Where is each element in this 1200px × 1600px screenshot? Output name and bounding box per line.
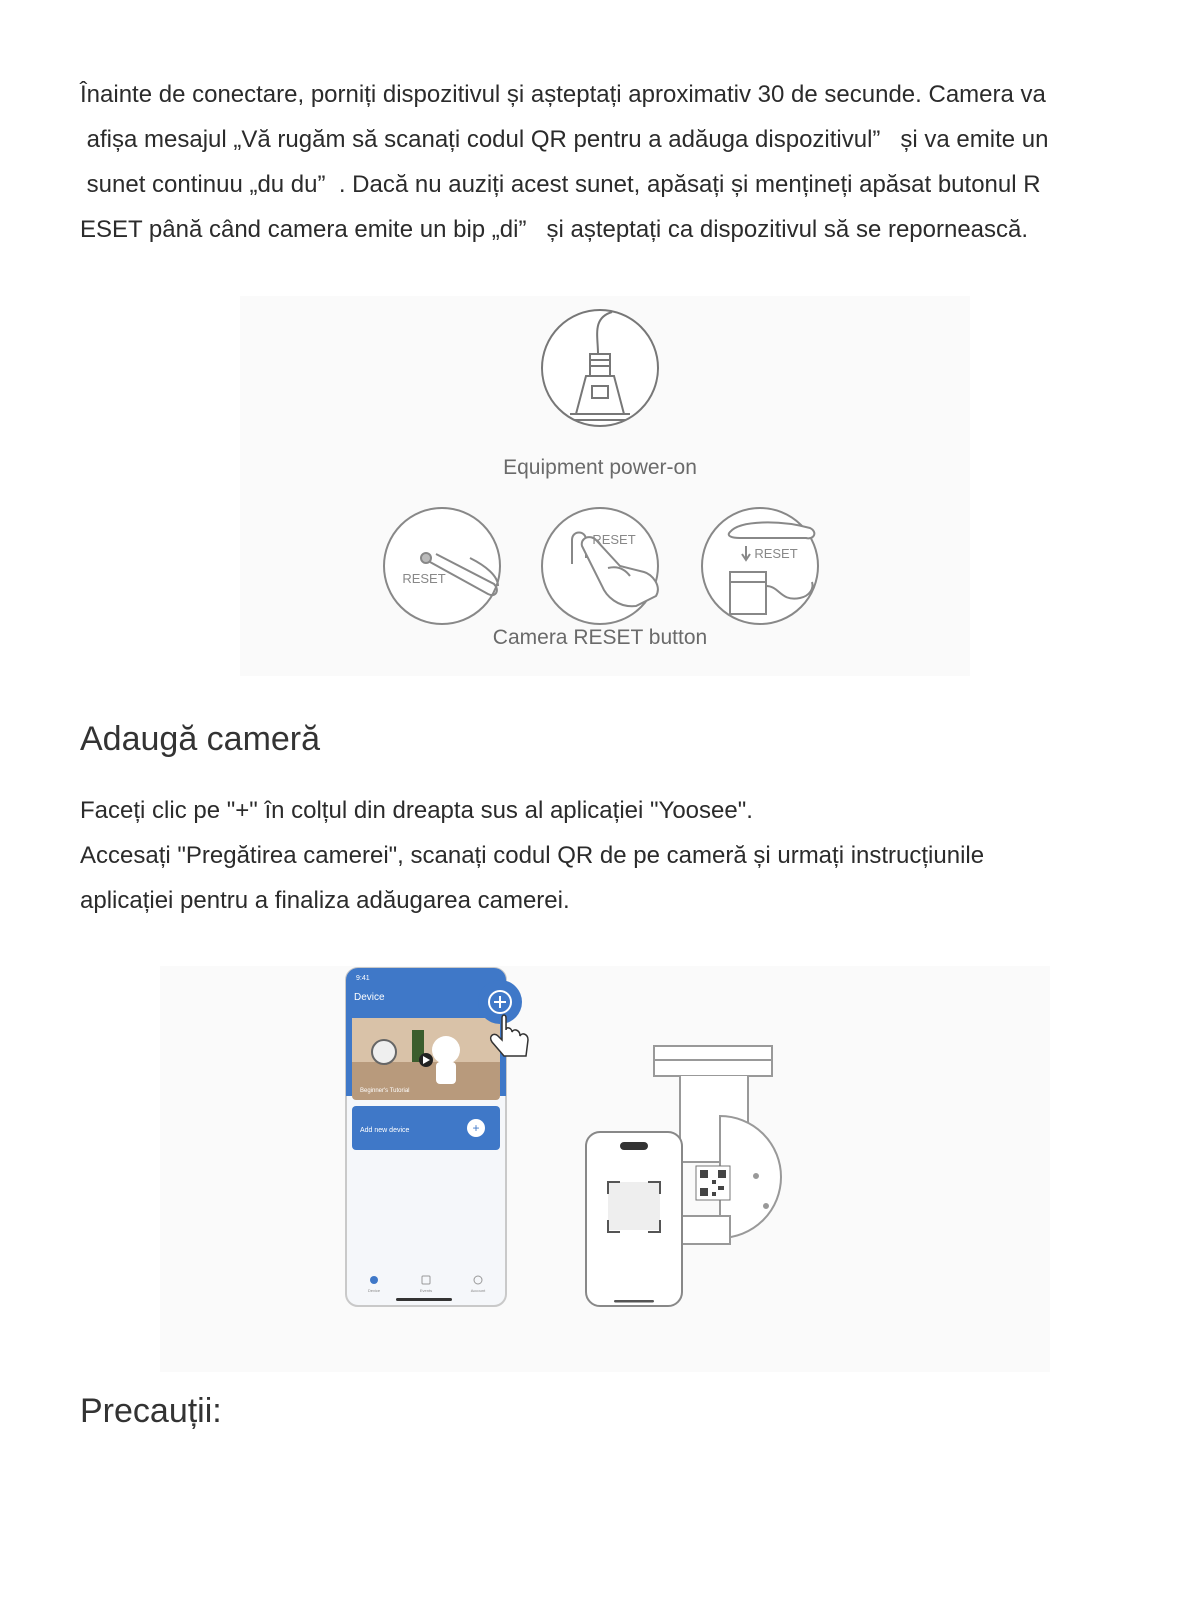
power-reset-drawing [240,296,970,676]
intro-line: afișa mesajul „Vă rugăm să scanați codul QR pentru a adăuga dispozitivul” și va emite un [80,126,1049,153]
app-scan-illustration [160,966,1050,1372]
add-device-label: Add new device [360,1127,410,1134]
tab-label: Events [419,1288,433,1293]
add-camera-paragraph [80,788,1140,923]
reset-label: RESET [402,571,446,586]
reset-press-icon [542,508,658,624]
section-heading-add-camera: Adaugă cameră [80,720,321,758]
add-camera-line: Faceți clic pe "+" în colțul din dreapta sus al aplicației "Yoosee". [80,797,753,824]
app-scan-drawing [160,966,1050,1372]
screen-title: Device [354,992,385,1003]
add-camera-line: Accesați "Pregătirea camerei", scanați codul QR de pe cameră și urmați instrucțiunile [80,842,985,869]
power-reset-illustration [240,296,970,676]
intro-line: sunet continuu „du du” . Dacă nu auziți acest sunet, apăsați și mențineți apăsat butonul R [80,171,1041,198]
banner-text: Beginner's Tutorial [360,1088,410,1094]
section-heading-precautions: Precauții: [80,1392,222,1430]
power-plug-icon [542,310,658,426]
intro-line: ESET până când camera emite un bip „di” și așteptați ca dispozitivul să se repornească. [80,216,1029,243]
plus-button-icon [478,980,522,1024]
reset-label: RESET [592,532,636,547]
intro-line: Înainte de conectare, porniți dispozitivul și așteptați aproximativ 30 de secunde. Camera va [80,81,1046,108]
intro-paragraph [80,72,1140,252]
add-camera-line: aplicației pentru a finaliza adăugarea camerei. [80,887,570,914]
reset-caption: Camera RESET button [492,626,708,649]
svg-text:+: + [472,1121,480,1135]
reset-pin-icon [384,508,500,624]
tab-label: Device [367,1288,381,1293]
tab-label: Account [470,1288,486,1293]
scanning-phone-icon [586,1132,682,1306]
reset-label: RESET [754,546,798,561]
reset-button-icon [702,508,818,624]
qr-code-icon [696,1166,730,1200]
power-caption: Equipment power-on [503,456,697,479]
status-time: 9:41 [356,975,370,982]
tab-device-icon [370,1276,378,1284]
phone-app-mockup [346,968,506,1306]
